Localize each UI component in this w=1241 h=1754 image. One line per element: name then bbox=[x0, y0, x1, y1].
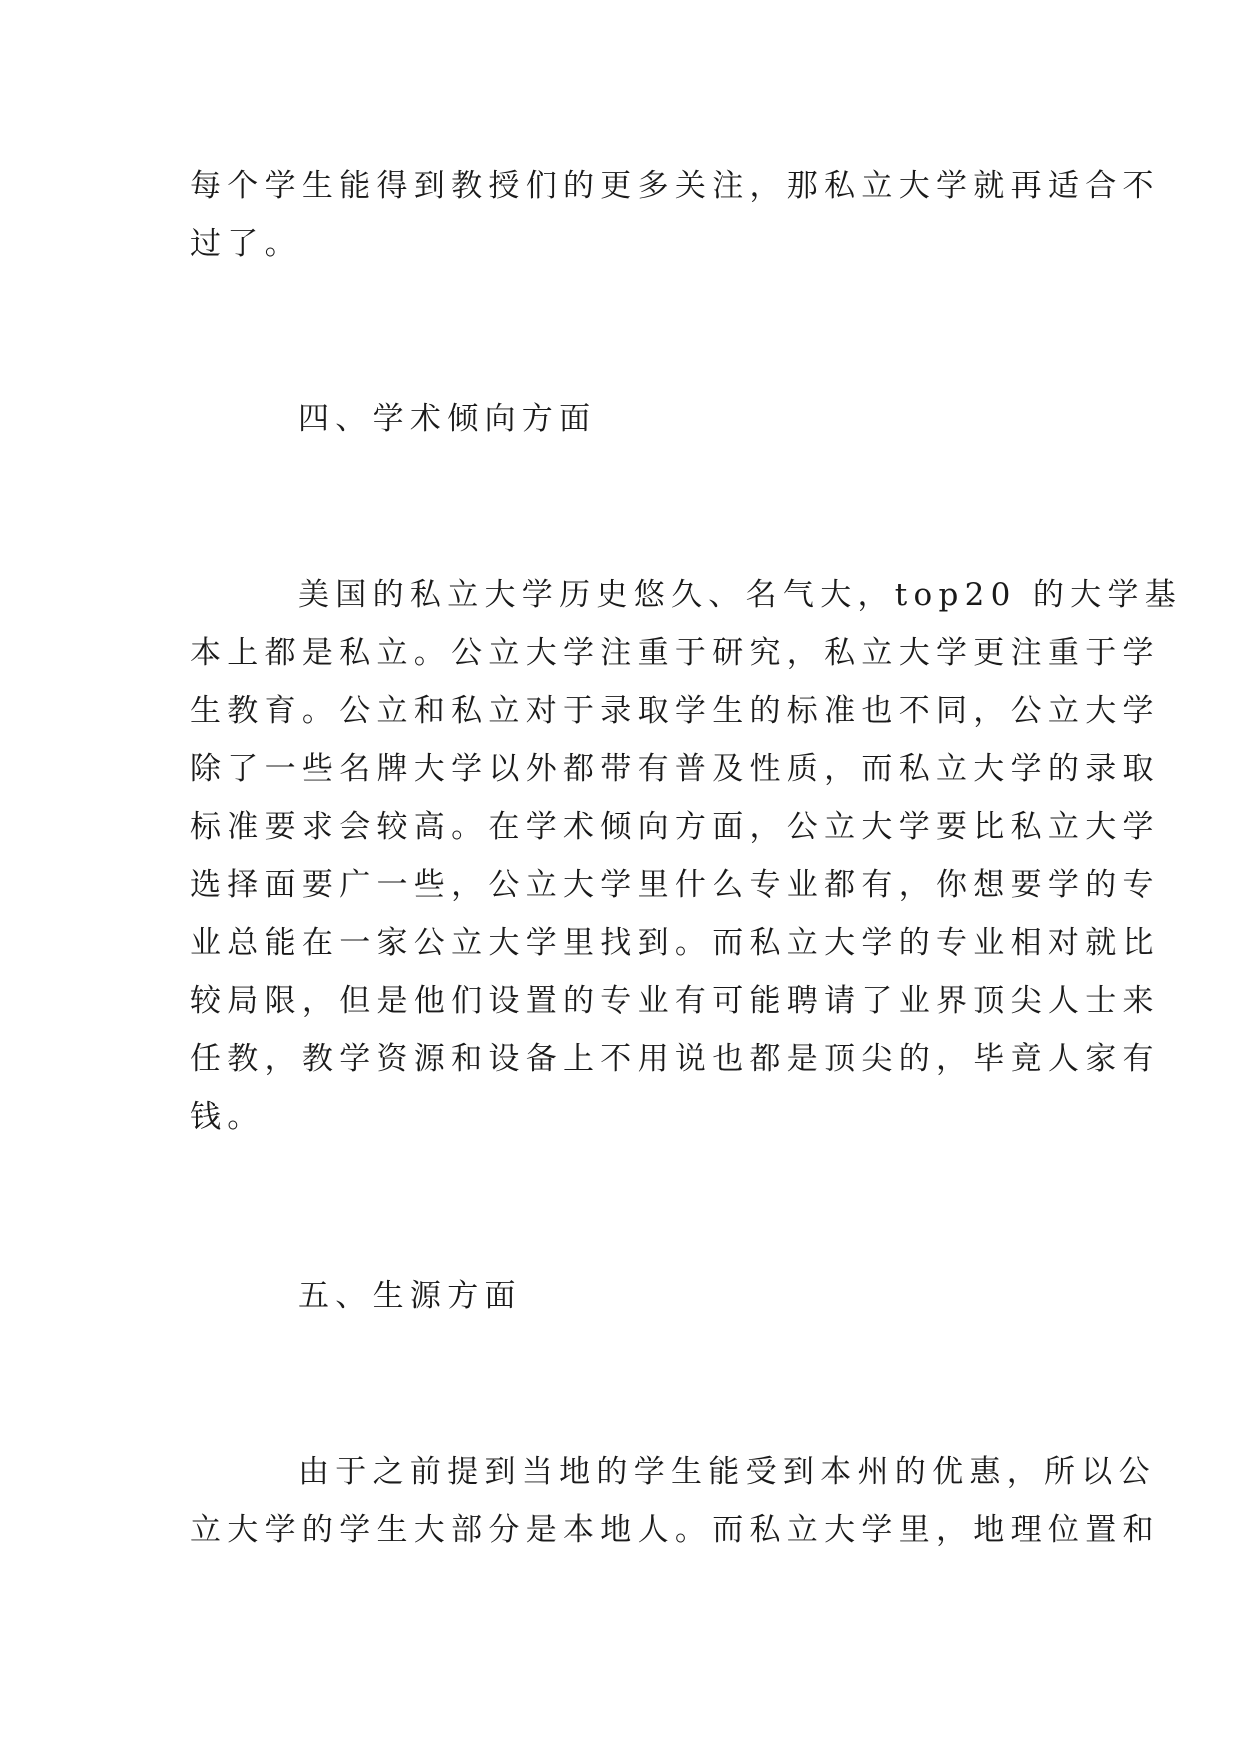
paragraph-academic bbox=[190, 566, 1183, 1146]
paragraph-line: 任教，教学资源和设备上不用说也都是顶尖的，毕竟人家有 bbox=[190, 1041, 1160, 1077]
paragraph-intro bbox=[190, 157, 1160, 273]
heading-text: 四、学术倾向方面 bbox=[298, 401, 597, 437]
paragraph-line: 除了一些名牌大学以外都带有普及性质，而私立大学的录取 bbox=[190, 751, 1160, 787]
paragraph-line: 每个学生能得到教授们的更多关注，那私立大学就再适合不 bbox=[190, 168, 1160, 204]
paragraph-line: 钱。 bbox=[190, 1099, 265, 1135]
paragraph-line: 标准要求会较高。在学术倾向方面，公立大学要比私立大学 bbox=[190, 809, 1160, 845]
paragraph-line: 过了。 bbox=[190, 226, 302, 262]
paragraph-line: 由于之前提到当地的学生能受到本州的优惠，所以公 bbox=[298, 1454, 1156, 1490]
section-heading-four bbox=[190, 390, 1050, 448]
paragraph-line: 较局限，但是他们设置的专业有可能聘请了业界顶尖人士来 bbox=[190, 983, 1160, 1019]
paragraph-line: 选择面要广一些，公立大学里什么专业都有，你想要学的专 bbox=[190, 867, 1160, 903]
paragraph-line: 立大学的学生大部分是本地人。而私立大学里，地理位置和 bbox=[190, 1512, 1160, 1548]
paragraph-line: 业总能在一家公立大学里找到。而私立大学的专业相对就比 bbox=[190, 925, 1160, 961]
paragraph-line: 美国的私立大学历史悠久、名气大，top20 的大学基 bbox=[298, 577, 1183, 613]
paragraph-line: 生教育。公立和私立对于录取学生的标准也不同，公立大学 bbox=[190, 693, 1160, 729]
paragraph-line: 本上都是私立。公立大学注重于研究，私立大学更注重于学 bbox=[190, 635, 1160, 671]
section-heading-five bbox=[190, 1267, 1050, 1325]
heading-text: 五、生源方面 bbox=[298, 1278, 522, 1314]
paragraph-student-source bbox=[190, 1443, 1160, 1559]
